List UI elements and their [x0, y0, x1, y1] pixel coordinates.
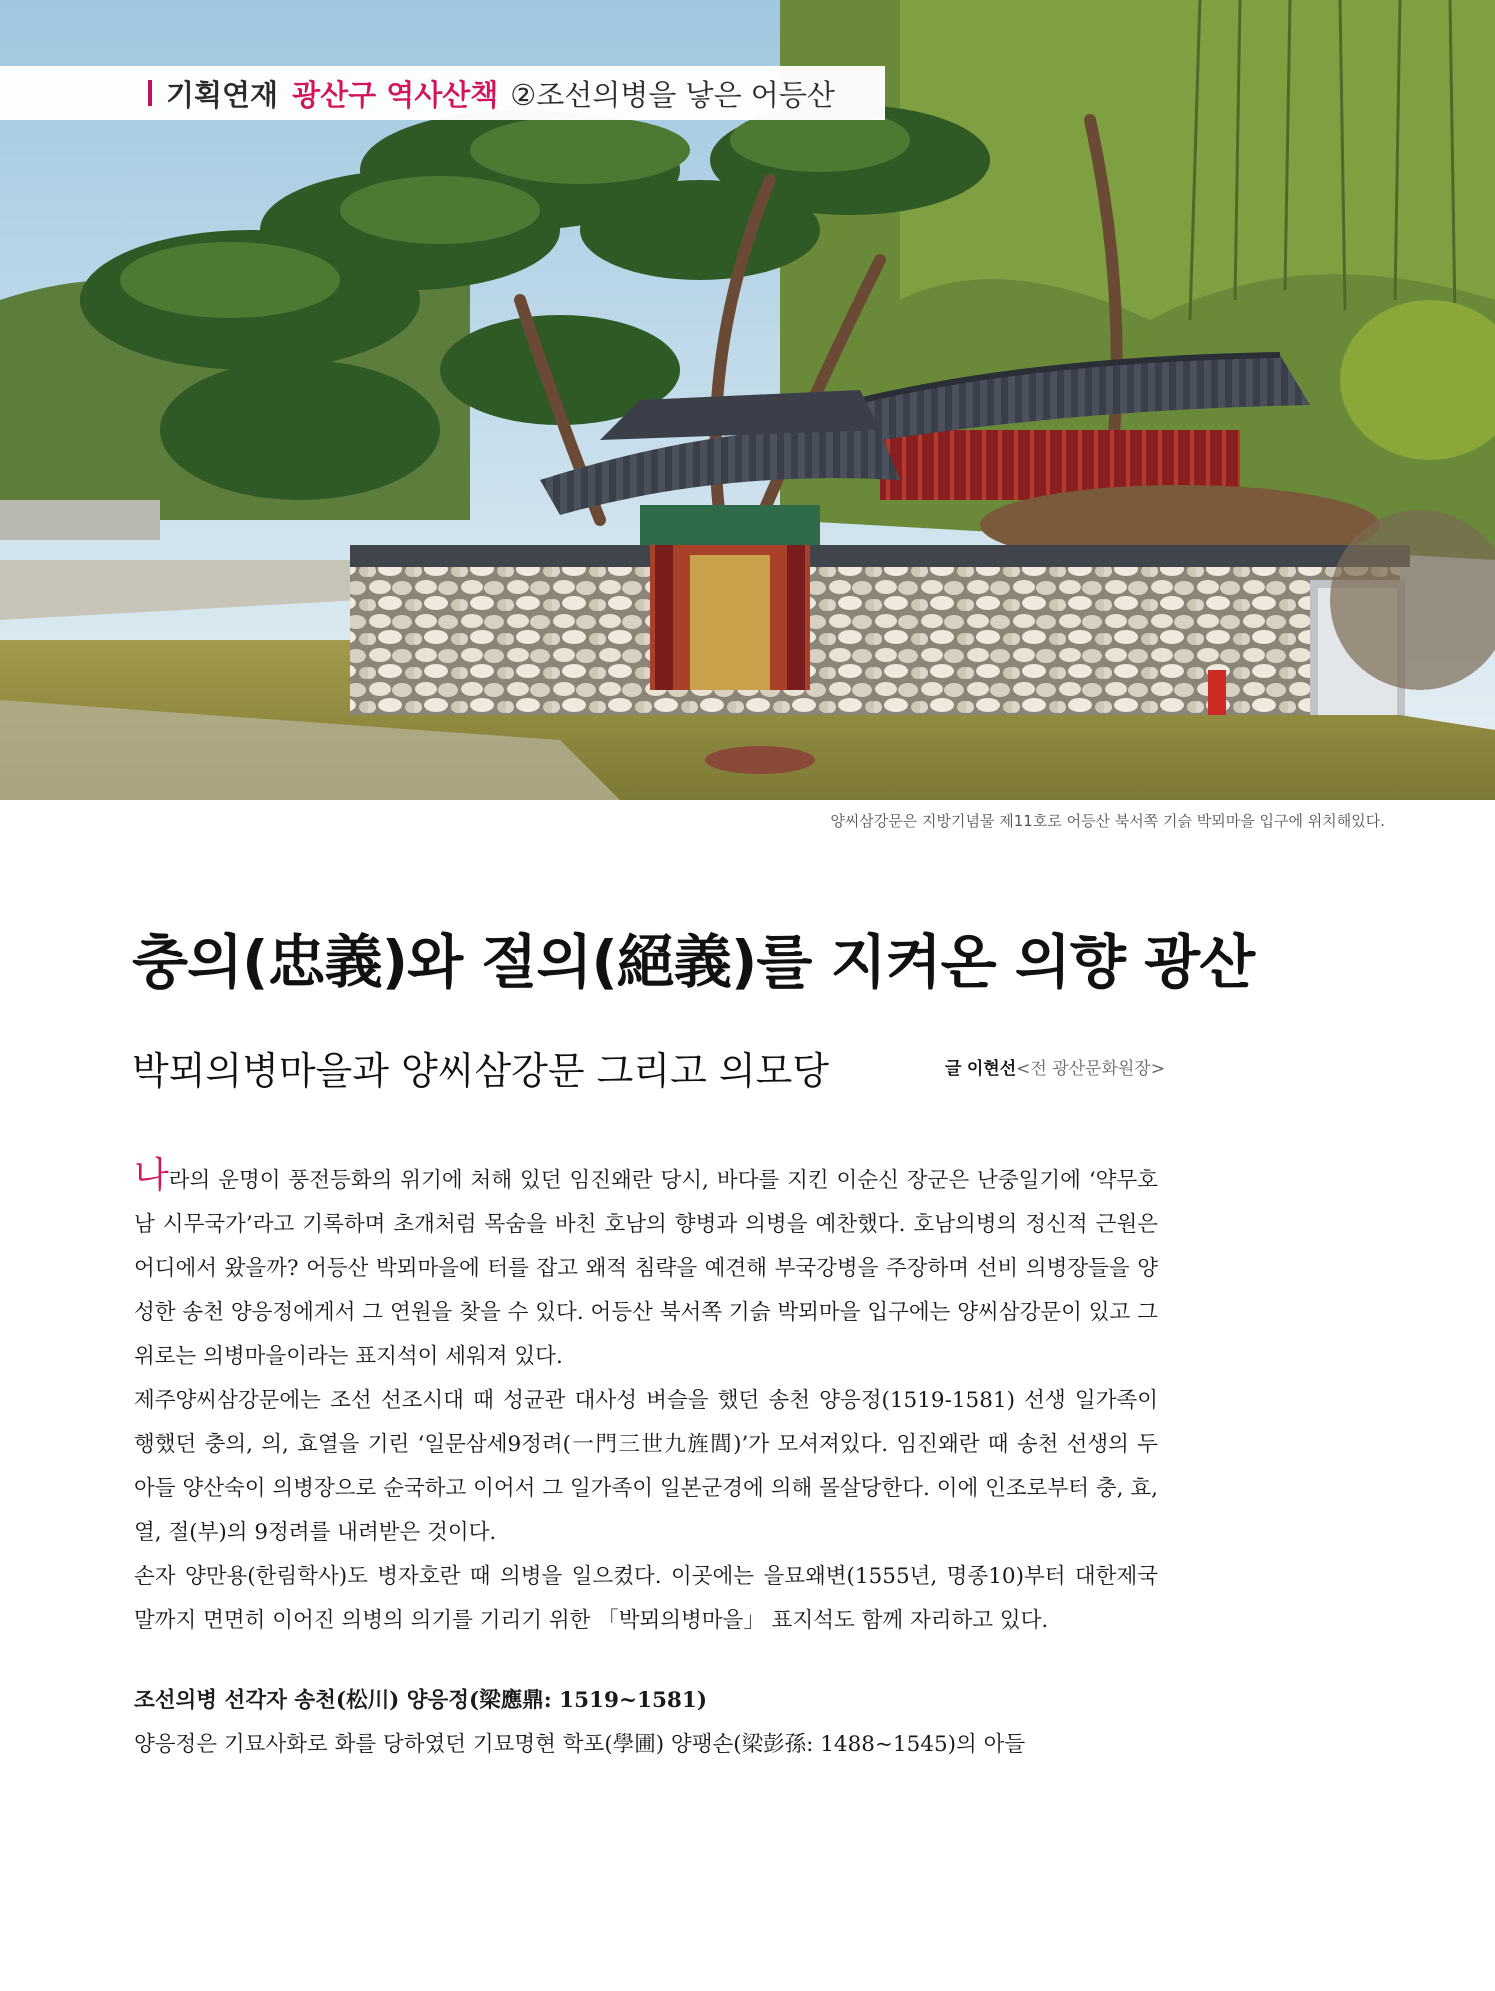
paragraph-2: 제주양씨삼강문에는 조선 선조시대 때 성균관 대사성 벼슬을 했던 송천 양응정(1519-1581) 선생 일가족이 행했던 충의, 의, 효열을 기린 ‘일문삼세9정려(一門三世九旌閭)’가 모셔져있다. 임진왜란 때 송천 선생의 두 아들 양산숙이 의병장으로 순국하고 이어서 그 일가족이 일본군경에 의해 몰살당한다. 이에 인조로부터 충, 효, 열, 절(부)의 9정려를 내려받은 것이다.: [134, 1388, 1158, 1545]
article-body: [134, 1155, 1158, 1767]
author-name: 이현선: [966, 1059, 1017, 1079]
shrine-gate-illustration: [0, 0, 1495, 800]
article-title: 충의(忠義)와 절의(絕義)를 지켜온 의향 광산: [132, 928, 1255, 996]
paragraph-4: 양응정은 기묘사화로 화를 당하였던 기묘명현 학포(學圃) 양팽손(梁彭孫: 1488~1545)의 아들: [134, 1732, 1026, 1757]
series-label: 기획연재: [166, 77, 279, 112]
section-heading: 조선의병 선각자 송천(松川) 양응정(梁應鼎: 1519~1581): [134, 1688, 707, 1713]
author-role: <전 광산문화원장>: [1016, 1059, 1165, 1079]
series-accent-bar: [148, 80, 152, 106]
paragraph-3: 손자 양만용(한림학사)도 병자호란 때 의병을 일으켰다. 이곳에는 을묘왜변(1555년, 명종10)부터 대한제국 말까지 면면히 이어진 의병의 의기를 기리기 위한 「박뫼의병마을」 표지석도 함께 자리하고 있다.: [134, 1564, 1158, 1633]
photo-caption: 양씨삼강문은 지방기념물 제11호로 어등산 북서쪽 기슭 박뫼마을 입구에 위치해있다.: [830, 812, 1385, 830]
article-subtitle: 박뫼의병마을과 양씨삼강문 그리고 의모당: [132, 1049, 829, 1093]
drop-cap: 나: [134, 1155, 169, 1196]
hero-photo: [0, 0, 1495, 800]
series-title: 광산구 역사산책: [292, 77, 499, 112]
paragraph-1: [134, 1155, 1158, 1379]
paragraph-1-text: 라의 운명이 풍전등화의 위기에 처해 있던 임진왜란 당시, 바다를 지킨 이순신 장군은 난중일기에 ‘약무호남 시무국가’라고 기록하며 초개처럼 목숨을 바친 호남의 향병과 의병을 예찬했다. 호남의병의 정신적 근원은 어디에서 왔을까? 어등산 박뫼마을에 터를 잡고 왜적 침략을 예견해 부국강병을 주장하며 선비 의병장들을 양성한 송천 양응정에게서 그 연원을 찾을 수 있다. 어등산 북서쪽 기슭 박뫼마을 입구에는 양씨삼강문이 있고 그 위로는 의병마을이라는 표지석이 세워져 있다.: [134, 1168, 1158, 1369]
byline-prefix: 글: [945, 1059, 962, 1079]
byline: [945, 1054, 1165, 1079]
series-header: [0, 66, 885, 120]
series-episode: ②조선의병을 낳은 어등산: [510, 77, 835, 112]
